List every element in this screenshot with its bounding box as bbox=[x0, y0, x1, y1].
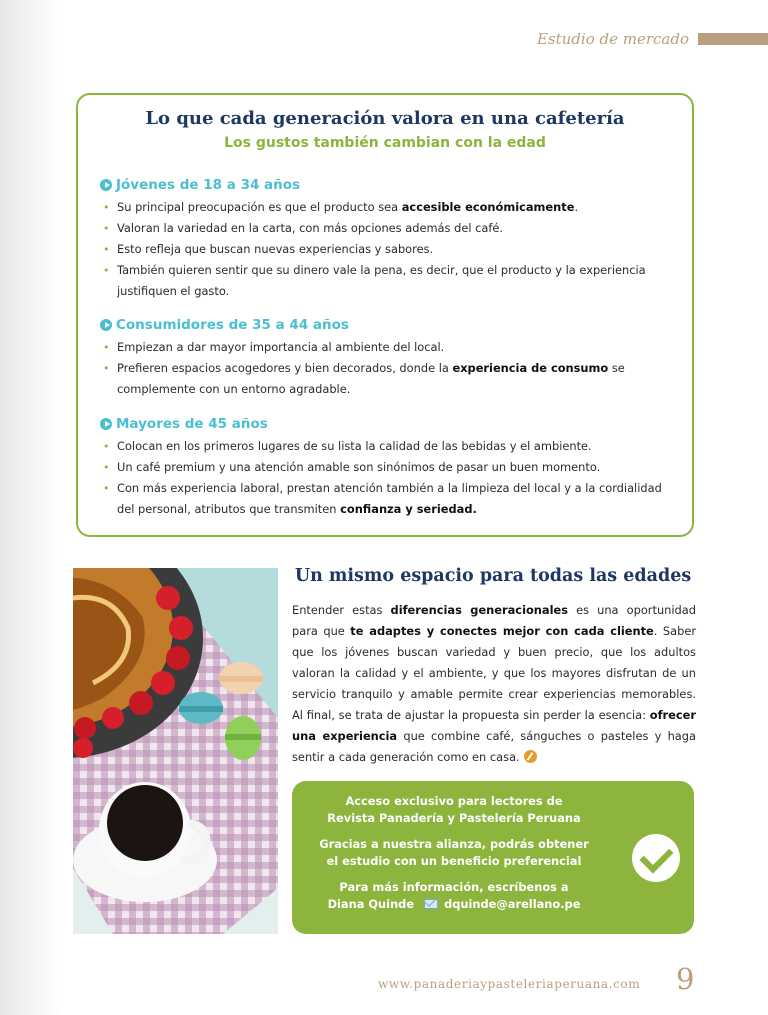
box-subtitle: Los gustos también cambian con la edad bbox=[224, 135, 546, 151]
page-number: 9 bbox=[676, 962, 695, 996]
play-circle-icon bbox=[100, 319, 112, 331]
section-adults bbox=[100, 317, 680, 400]
bullet-list bbox=[100, 337, 680, 400]
page-spine-shadow bbox=[0, 0, 62, 1015]
promo-line: Para más información, escríbenos a bbox=[339, 880, 569, 894]
coffee-pastry-photo bbox=[73, 568, 278, 934]
play-circle-icon bbox=[100, 179, 112, 191]
header-bar bbox=[698, 33, 768, 45]
list-item: • Prefieren espacios acogedores y bien decorados, donde la experiencia de consumo se complemente con un entorno agradable. bbox=[100, 358, 680, 400]
article-paragraph: Entender estas diferencias generacionales es una oportunidad para que te adaptes y conectes mejor con cada cliente. Saber que los jóvenes buscan variedad y buen precio, que los adultos valoran la calidad y el ambiente, y que los mayores disfrutan de un servicio tranquilo y amable permite crear experiencias memorables. Al final, se trata de ajustar la propuesta sin perder la esencia: ofrecer una experiencia que combine café, sánguches o pasteles y haga sentir a cada generación como en casa. bbox=[292, 603, 697, 764]
bullet-list bbox=[100, 197, 680, 302]
promo-line: Gracias a nuestra alianza, podrás obtener bbox=[319, 837, 589, 851]
promo-text bbox=[304, 793, 604, 922]
promo-line: Revista Panadería y Pastelería Peruana bbox=[327, 811, 581, 825]
promo-line: Acceso exclusivo para lectores de bbox=[345, 794, 563, 808]
footer-url[interactable]: www.panaderiaypasteleriaperuana.com bbox=[378, 977, 641, 991]
list-item: • Su principal preocupación es que el producto sea accesible económicamente. bbox=[100, 197, 680, 218]
section-title-text: Consumidores de 35 a 44 años bbox=[116, 317, 349, 333]
envelope-icon bbox=[424, 899, 438, 909]
section-title-text: Jóvenes de 18 a 34 años bbox=[116, 177, 301, 193]
end-mark-icon bbox=[524, 750, 537, 763]
list-item: • También quieren sentir que su dinero vale la pena, es decir, que el producto y la experiencia justifiquen el gasto. bbox=[100, 260, 680, 302]
promo-box bbox=[292, 781, 694, 934]
box-title: Lo que cada generación valora en una cafetería bbox=[145, 108, 625, 129]
list-item: • Colocan en los primeros lugares de su lista la calidad de las bebidas y el ambiente. bbox=[100, 436, 680, 457]
article-title: Un mismo espacio para todas las edades bbox=[294, 566, 692, 586]
list-item: • Esto refleja que buscan nuevas experiencias y sabores. bbox=[100, 239, 680, 260]
contact-email-link[interactable]: dquinde@arellano.pe bbox=[444, 897, 581, 911]
section-title bbox=[100, 317, 680, 333]
contact-name: Diana Quinde bbox=[327, 897, 415, 911]
section-title bbox=[100, 177, 680, 193]
list-item: • Un café premium y una atención amable son sinónimos de pasar un buen momento. bbox=[100, 457, 680, 478]
running-header bbox=[537, 30, 768, 48]
generations-box bbox=[76, 93, 694, 537]
section-young bbox=[100, 177, 680, 302]
check-circle-icon bbox=[632, 834, 680, 882]
section-seniors bbox=[100, 416, 680, 520]
promo-line: el estudio con un beneficio preferencial bbox=[326, 854, 582, 868]
list-item: • Empiezan a dar mayor importancia al ambiente del local. bbox=[100, 337, 680, 358]
bullet-list bbox=[100, 436, 680, 520]
section-label: Estudio de mercado bbox=[536, 30, 689, 48]
list-item: • Valoran la variedad en la carta, con más opciones además del café. bbox=[100, 218, 680, 239]
section-title-text: Mayores de 45 años bbox=[116, 416, 268, 432]
play-circle-icon bbox=[100, 418, 112, 430]
list-item: • Con más experiencia laboral, prestan atención también a la limpieza del local y a la cordialidad del personal, atributos que transmiten confianza y seriedad. bbox=[100, 478, 680, 520]
section-title bbox=[100, 416, 680, 432]
